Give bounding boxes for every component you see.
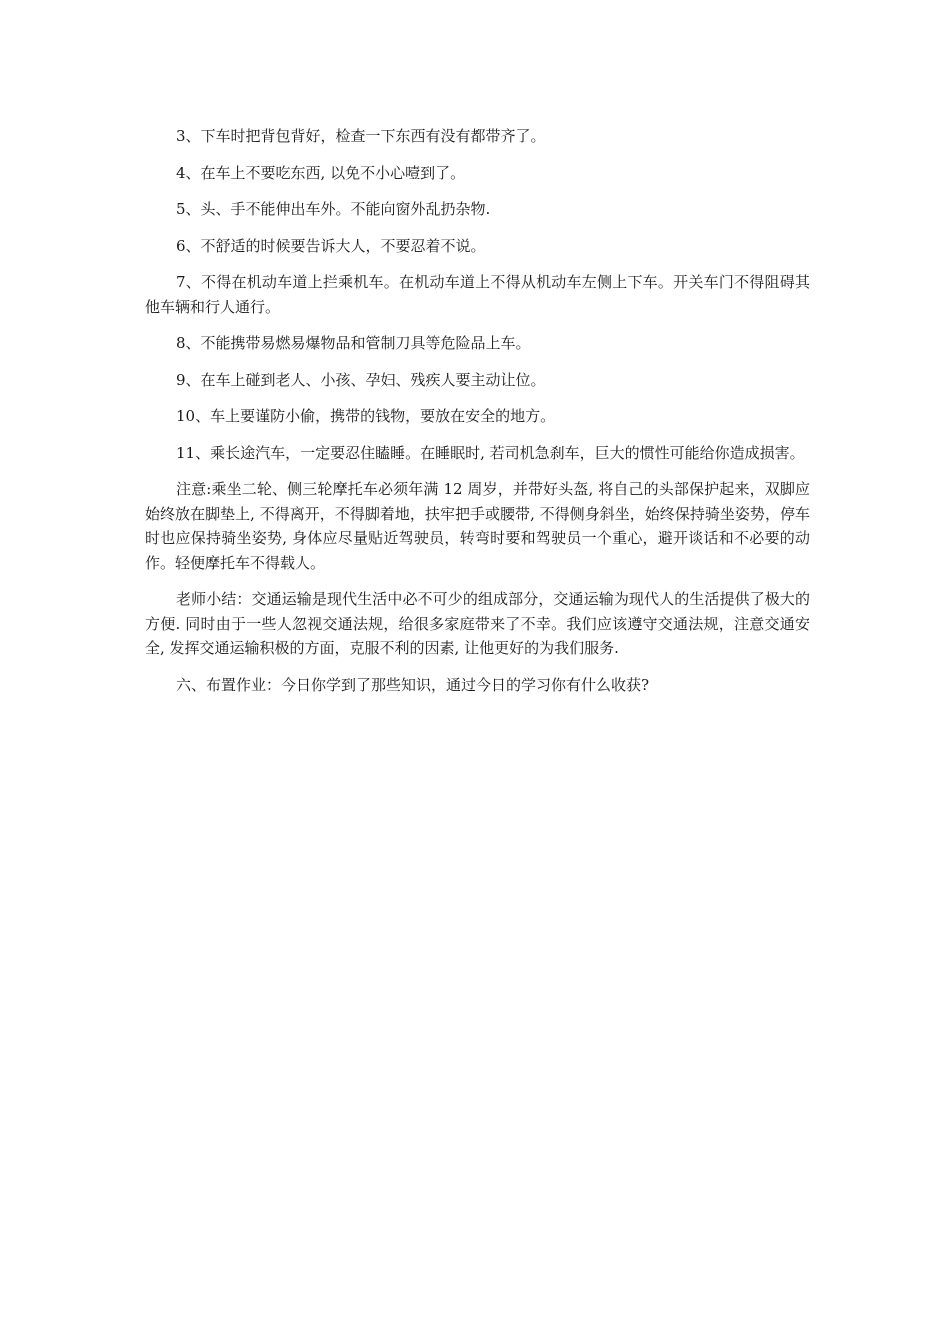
list-item: 3、下车时把背包背好，检查一下东西有没有都带齐了。 — [176, 127, 546, 145]
homework-paragraph: 六、布置作业：今日你学到了那些知识，通过今日的学习你有什么收获? — [176, 675, 650, 694]
list-item: 8、不能携带易燃易爆物品和管制刀具等危险品上车。 — [176, 334, 531, 352]
document-body — [145, 124, 810, 709]
list-item: 6、不舒适的时候要告诉大人，不要忍着不说。 — [176, 236, 486, 255]
list-item: 10、车上要谨防小偷，携带的钱物，要放在安全的地方。 — [176, 407, 556, 425]
teacher-summary-paragraph: 老师小结：交通运输是现代生活中必不可少的组成部分，交通运输为现代人的生活提供了极大的方便. 同时由于一些人忽视交通法规，给很多家庭带来了不幸。我们应该遵守交通法规，注意交通安全, 发挥交通运输积极的方面，克服不利的因素, 让他更好的为我们服务. — [145, 590, 810, 657]
note-paragraph: 注意:乘坐二轮、侧三轮摩托车必须年满 12 周岁，并带好头盔, 将自己的头部保护起来，双脚应始终放在脚垫上, 不得离开，不得脚着地，扶牢把手或腰带, 不得侧身斜坐，始终保持骑坐姿势，停车时也应保持骑坐姿势, 身体应尽量贴近驾驶员，转弯时要和驾驶员一个重心，避开谈话和不必要的动作。轻便摩托车不得载人。 — [145, 480, 810, 572]
list-item: 9、在车上碰到老人、小孩、孕妇、残疾人要主动让位。 — [176, 370, 546, 389]
list-item: 7、不得在机动车道上拦乘机车。在机动车道上不得从机动车左侧上下车。开关车门不得阻碍其他车辆和行人通行。 — [145, 273, 810, 316]
list-item: 5、头、手不能伸出车外。不能向窗外乱扔杂物. — [176, 200, 491, 218]
list-item: 11、乘长途汽车，一定要忍住瞌睡。在睡眠时, 若司机急刹车，巨大的惯性可能给你造成损害。 — [176, 443, 805, 462]
list-item: 4、在车上不要吃东西, 以免不小心噎到了。 — [176, 163, 466, 182]
